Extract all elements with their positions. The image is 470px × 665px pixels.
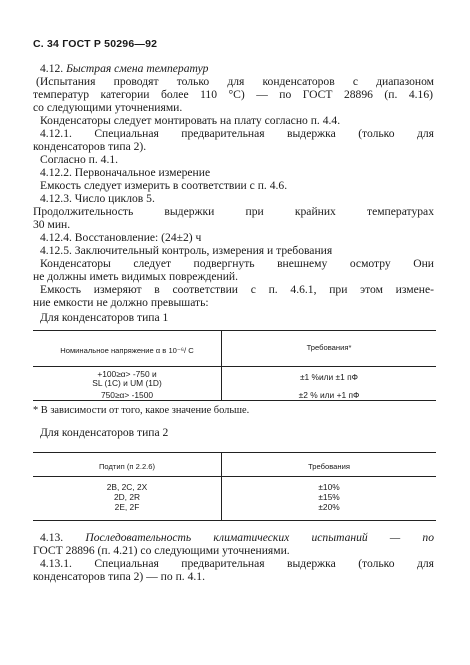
paragraph-line: 4.12.3. Число циклов 5. — [40, 192, 155, 205]
table-header-cell: Требования* — [306, 343, 352, 352]
table-rule — [33, 476, 436, 477]
paragraph-line: ГОСТ 28896 (п. 4.21) со следующими уточнениями. — [33, 544, 290, 557]
paragraph-line: не должны иметь видимых повреждений. — [33, 270, 239, 283]
table-rule — [33, 330, 436, 331]
table-cell: ±10% — [318, 482, 340, 492]
paragraph-line: со следующими уточнениями. — [33, 101, 183, 114]
table-header-cell: Требования — [308, 462, 350, 471]
paragraph-line: 4.12.2. Первоначальное измерение — [40, 166, 211, 179]
section-4-13-heading — [40, 531, 434, 544]
table-rule — [33, 366, 436, 367]
table-cell: ±15% — [318, 492, 340, 502]
table-cell: +100≥α> -750 и — [97, 369, 157, 379]
section-title: Последовательность климатических испытаний — по — [85, 531, 434, 544]
table-rule — [33, 520, 436, 521]
paragraph-line: 4.12.4. Восстановление: (24±2) ч — [40, 231, 202, 244]
paragraph-line: Конденсаторы следует монтировать на плату согласно п. 4.4. — [40, 114, 341, 127]
paragraph-line: Емкость следует измерить в соответствии с п. 4.6. — [40, 179, 288, 192]
paragraph-line: Продолжительность выдержки при крайних температурах — [33, 205, 434, 218]
table-header-cell: Номинальное напряжение α в 10⁻⁶/ С — [60, 346, 194, 355]
paragraph-line: Согласно п. 4.1. — [40, 153, 119, 166]
paragraph-line: 4.13.1. Специальная предварительная выдержка (только для — [40, 557, 434, 570]
table-caption: Для конденсаторов типа 1 — [40, 311, 169, 324]
section-number: 4.13. — [40, 531, 64, 544]
section-4-12-heading — [40, 62, 208, 75]
paragraph-line: температур категории более 110 °С) — по ГОСТ 28896 (п. 4.16) — [33, 88, 433, 101]
table-cell: 2D, 2R — [113, 492, 141, 502]
paragraph-line: 4.12.1. Специальная предварительная выдержка (только для — [40, 127, 434, 140]
table-cell: 2Е, 2F — [114, 502, 140, 512]
paragraph-line: 30 мин. — [33, 218, 71, 231]
page-header: С. 34 ГОСТ Р 50296—92 — [33, 38, 158, 50]
paragraph-line: 4.12.5. Заключительный контроль, измерения и требования — [40, 244, 333, 257]
paragraph-line: конденсаторов типа 2). — [33, 140, 147, 153]
table-rule — [33, 452, 436, 453]
table-cell: ±2 % или +1 пФ — [298, 390, 360, 400]
section-number: 4.12. — [40, 62, 64, 75]
paragraph-line: (Испытания проводят только для конденсаторов с диапазоном — [36, 75, 434, 88]
paragraph-line: ние емкости не должно превышать: — [33, 296, 209, 309]
table-caption: Для конденсаторов типа 2 — [40, 426, 169, 439]
table-cell: 2В, 2С, 2Х — [106, 482, 148, 492]
table-footnote: * В зависимости от того, какое значение больше. — [33, 405, 250, 416]
table-cell: SL (1С) и UM (1D) — [92, 378, 162, 388]
paragraph-line: конденсаторов типа 2) — по п. 4.1. — [33, 570, 205, 583]
section-title: Быстрая смена температур — [66, 62, 209, 75]
paragraph-line: Емкость измеряют в соответствии с п. 4.6.1, при этом измене- — [40, 283, 434, 296]
table-cell: 750≥α> -1500 — [100, 390, 154, 400]
table-cell: ±1 %или ±1 пФ — [299, 372, 359, 382]
table-header-cell: Подтип (п 2.2.6) — [98, 462, 156, 471]
table-cell: ±20% — [318, 502, 340, 512]
paragraph-line: Конденсаторы следует подвергнуть внешнему осмотру Они — [40, 257, 434, 270]
